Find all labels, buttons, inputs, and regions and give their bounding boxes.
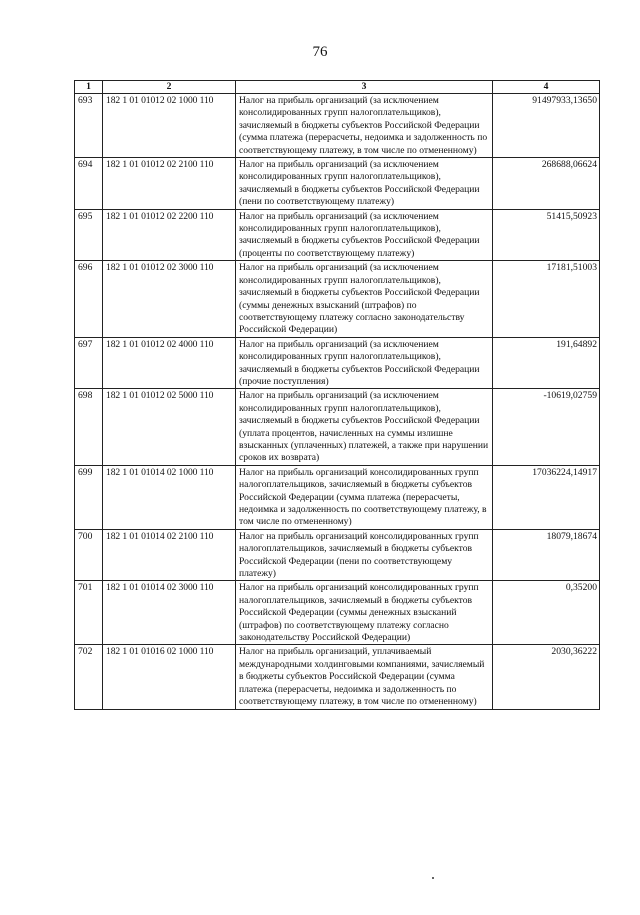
budget-code-cell: 182 1 01 01012 02 2200 110	[103, 209, 236, 261]
row-number-cell: 700	[75, 529, 103, 581]
amount-cell: 191,64892	[493, 337, 600, 389]
column-header-1: 1	[75, 81, 103, 94]
revenue-name-cell: Налог на прибыль организаций (за исключением консолидированных групп налогоплательщиков), зачисляемый в бюджеты субъектов Российской Федерации (прочие поступления)	[236, 337, 493, 389]
table-row	[75, 465, 600, 529]
table-row	[75, 389, 600, 465]
page-number: 76	[312, 44, 328, 60]
budget-code-cell: 182 1 01 01012 02 2100 110	[103, 158, 236, 210]
row-number-cell: 696	[75, 261, 103, 337]
table-row	[75, 94, 600, 158]
row-number-cell: 695	[75, 209, 103, 261]
row-number-cell: 699	[75, 465, 103, 529]
revenue-name-cell: Налог на прибыль организаций консолидированных групп налогоплательщиков, зачисляемый в бюджеты субъектов Российской Федерации (суммы денежных взысканий (штрафов) по соответствующему платежу согласно законодательству Российской Федерации)	[236, 581, 493, 645]
table-body	[75, 94, 600, 710]
budget-code-cell: 182 1 01 01012 02 5000 110	[103, 389, 236, 465]
budget-code-cell: 182 1 01 01014 02 1000 110	[103, 465, 236, 529]
amount-cell: 268688,06624	[493, 158, 600, 210]
column-header-2: 2	[103, 81, 236, 94]
budget-code-cell: 182 1 01 01014 02 3000 110	[103, 581, 236, 645]
budget-code-cell: 182 1 01 01014 02 2100 110	[103, 529, 236, 581]
table-row	[75, 529, 600, 581]
budget-code-cell: 182 1 01 01016 02 1000 110	[103, 645, 236, 709]
table-row	[75, 337, 600, 389]
amount-cell: -10619,02759	[493, 389, 600, 465]
table-header-row	[75, 81, 600, 94]
revenue-name-cell: Налог на прибыль организаций консолидированных групп налогоплательщиков, зачисляемый в бюджеты субъектов Российской Федерации (пени по соответствующему платежу)	[236, 529, 493, 581]
revenue-name-cell: Налог на прибыль организаций, уплачиваемый международными холдинговыми компаниями, зачисляемый в бюджеты субъектов Российской Федерации (сумма платежа (перерасчеты, недоимка и задолженность по соответствующему платежу, в том числе по отмененному)	[236, 645, 493, 709]
revenue-name-cell: Налог на прибыль организаций консолидированных групп налогоплательщиков, зачисляемый в бюджеты субъектов Российской Федерации (сумма платежа (перерасчеты, недоимка и задолженность по соответствующему платежу, в том числе по отмененному)	[236, 465, 493, 529]
amount-cell: 51415,50923	[493, 209, 600, 261]
budget-revenue-table	[74, 80, 600, 710]
budget-code-cell: 182 1 01 01012 02 1000 110	[103, 94, 236, 158]
revenue-name-cell: Налог на прибыль организаций (за исключением консолидированных групп налогоплательщиков), зачисляемый в бюджеты субъектов Российской Федерации (уплата процентов, начисленных на суммы излишне взысканных (уплаченных) платежей, а также при нарушении сроков их возврата)	[236, 389, 493, 465]
row-number-cell: 698	[75, 389, 103, 465]
amount-cell: 17181,51003	[493, 261, 600, 337]
budget-code-cell: 182 1 01 01012 02 4000 110	[103, 337, 236, 389]
budget-code-cell: 182 1 01 01012 02 3000 110	[103, 261, 236, 337]
revenue-name-cell: Налог на прибыль организаций (за исключением консолидированных групп налогоплательщиков), зачисляемый в бюджеты субъектов Российской Федерации (пени по соответствующему платежу)	[236, 158, 493, 210]
table-row	[75, 261, 600, 337]
table-row	[75, 209, 600, 261]
revenue-name-cell: Налог на прибыль организаций (за исключением консолидированных групп налогоплательщиков), зачисляемый в бюджеты субъектов Российской Федерации (проценты по соответствующему платежу)	[236, 209, 493, 261]
amount-cell: 18079,18674	[493, 529, 600, 581]
table-row	[75, 158, 600, 210]
table-row	[75, 581, 600, 645]
revenue-name-cell: Налог на прибыль организаций (за исключением консолидированных групп налогоплательщиков), зачисляемый в бюджеты субъектов Российской Федерации (сумма платежа (перерасчеты, недоимка и задолженность по соответствующему платежу, в том числе по отмененному)	[236, 94, 493, 158]
amount-cell: 17036224,14917	[493, 465, 600, 529]
row-number-cell: 697	[75, 337, 103, 389]
revenue-name-cell: Налог на прибыль организаций (за исключением консолидированных групп налогоплательщиков), зачисляемый в бюджеты субъектов Российской Федерации (суммы денежных взысканий (штрафов) по соответствующему платежу согласно законодательству Российской Федерации)	[236, 261, 493, 337]
column-header-4: 4	[493, 81, 600, 94]
scan-speck	[432, 877, 434, 879]
row-number-cell: 701	[75, 581, 103, 645]
row-number-cell: 693	[75, 94, 103, 158]
column-header-3: 3	[236, 81, 493, 94]
row-number-cell: 694	[75, 158, 103, 210]
table-row	[75, 645, 600, 709]
amount-cell: 0,35200	[493, 581, 600, 645]
amount-cell: 91497933,13650	[493, 94, 600, 158]
row-number-cell: 702	[75, 645, 103, 709]
amount-cell: 2030,36222	[493, 645, 600, 709]
